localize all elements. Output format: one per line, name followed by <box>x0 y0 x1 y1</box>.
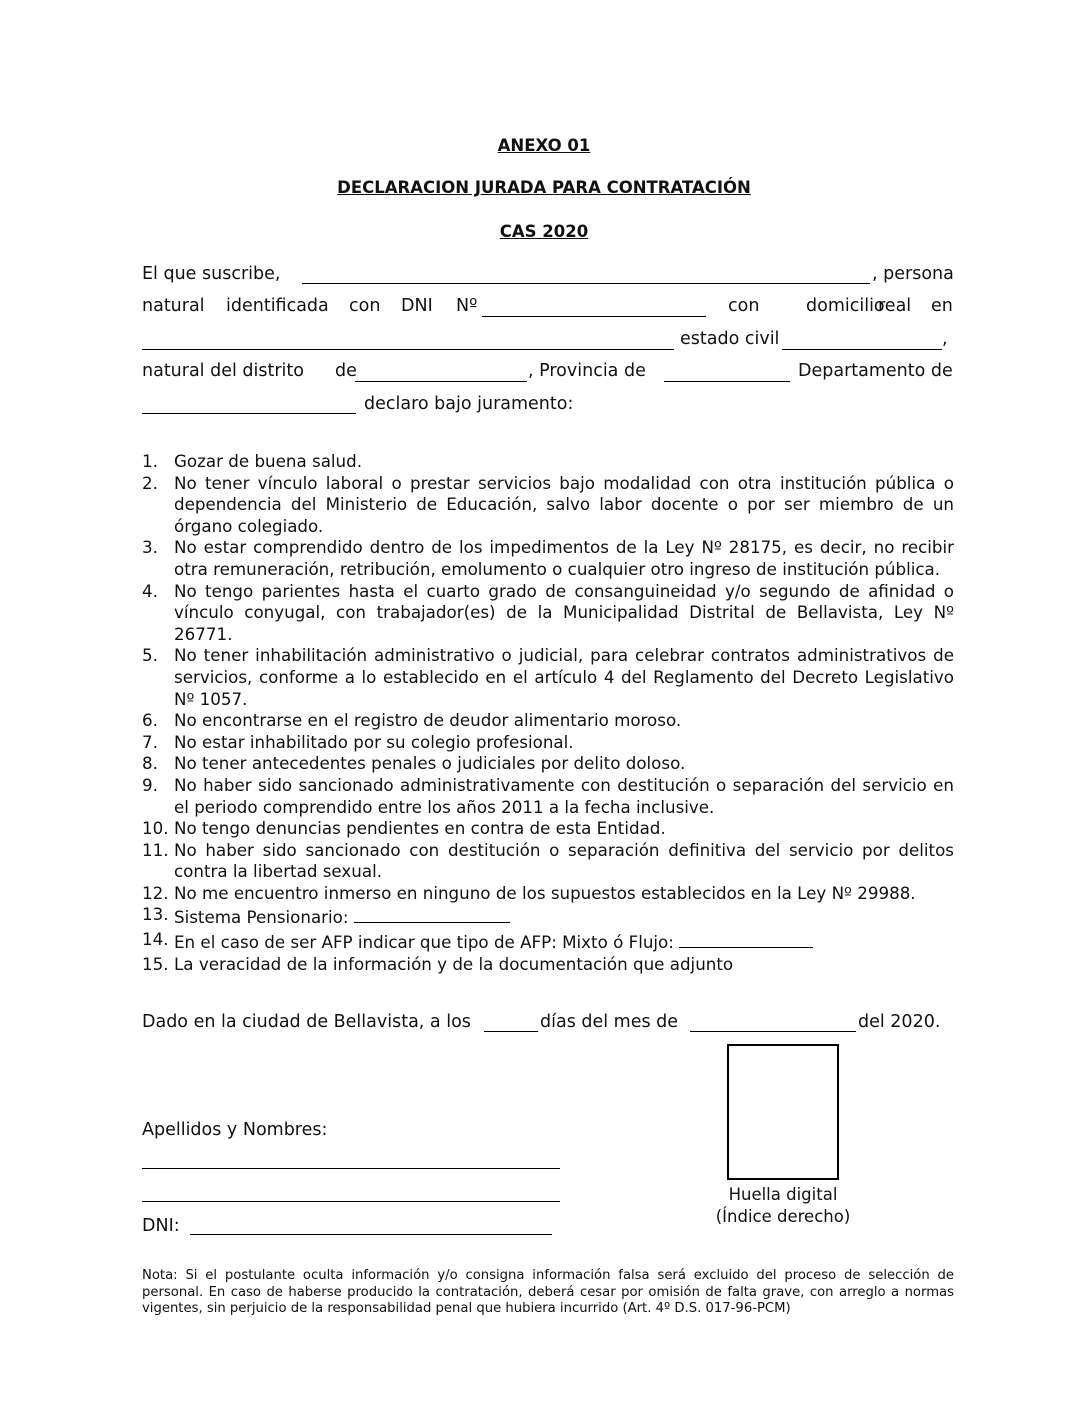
list-item-afp: 14. En el caso de ser AFP indicar que tipo de AFP: Mixto ó Flujo: <box>142 929 954 954</box>
day-blank[interactable] <box>484 1031 538 1032</box>
names-label: Apellidos y Nombres: <box>142 1120 328 1140</box>
district-de: de <box>335 361 357 381</box>
civil-status-blank[interactable] <box>782 349 942 350</box>
name-blank[interactable] <box>302 283 870 284</box>
department-blank[interactable] <box>142 413 356 414</box>
date-start-text: Dado en la ciudad de Bellavista, a los <box>142 1012 471 1032</box>
list-item: 7. No estar inhabilitado por su colegio profesional. <box>142 731 574 752</box>
declaration-list <box>142 451 954 975</box>
fingerprint-box[interactable] <box>727 1044 839 1180</box>
line2-word: identificada <box>226 296 329 316</box>
names-blank-1[interactable] <box>142 1168 560 1169</box>
province-label: , Provincia de <box>528 361 646 381</box>
line2-word: real <box>878 296 912 316</box>
district-label: natural del distrito <box>142 361 304 381</box>
address-blank[interactable] <box>142 349 674 350</box>
names-blank-2[interactable] <box>142 1201 560 1202</box>
comma-text: , <box>942 329 948 349</box>
line2-word: con <box>349 296 381 316</box>
line1-start-text: El que suscribe, <box>142 264 281 284</box>
list-item: 3. No estar comprendido dentro de los impedimentos de la Ley Nº 28175, es decir, no recibir otra remuneración, retribución, emolumento o cualquier otro ingreso de institución pública. <box>142 537 954 579</box>
line2-word: en <box>931 296 953 316</box>
list-item-pension: 13. Sistema Pensionario: <box>142 904 954 929</box>
line2-word: Nº <box>456 296 478 316</box>
list-item: 5. No tener inhabilitación administrativo o judicial, para celebrar contratos administrativos de servicios, conforme a lo establecido en el artículo 4 del Reglamento del Decreto Legislativo Nº 1057. <box>142 645 954 709</box>
line2-word: con <box>728 296 760 316</box>
line1-end-text: , persona <box>872 264 954 284</box>
district-blank[interactable] <box>355 381 527 382</box>
civil-status-label: estado civil <box>680 329 780 349</box>
list-item: 2. No tener vínculo laboral o prestar servicios bajo modalidad con otra institución pública o dependencia del Ministerio de Educación, salvo labor docente o por ser miembro de un órgano colegiado. <box>142 472 954 536</box>
fingerprint-caption-finger: (Índice derecho) <box>715 1207 851 1226</box>
list-item: 6. No encontrarse en el registro de deudor alimentario moroso. <box>142 710 682 731</box>
dni-blank[interactable] <box>482 316 706 317</box>
line2-word: domicilio <box>806 296 885 316</box>
document-title: DECLARACION JURADA PARA CONTRATACIÓN <box>337 178 751 197</box>
afp-type-blank[interactable] <box>679 929 813 948</box>
list-item: 9. No haber sido sancionado administrativamente con destitución o separación del servicio en el periodo comprendido entre los años 2011 a la fecha inclusive. <box>142 774 954 817</box>
list-item: 11. No haber sido sancionado con destitución o separación definitiva del servicio por delitos contra la libertad sexual. <box>142 839 954 882</box>
list-item: 10. No tengo denuncias pendientes en contra de esta Entidad. <box>142 818 666 839</box>
line2-word: natural <box>142 296 205 316</box>
annex-heading: ANEXO 01 <box>497 136 591 155</box>
list-item: 4. No tengo parientes hasta el cuarto grado de consanguineidad y/o segundo de afinidad o vínculo conyugal, con trabajador(es) de la Municipalidad Distrital de Bellavista, Ley Nº 26771. <box>142 580 954 644</box>
document-subtitle: CAS 2020 <box>499 222 589 241</box>
department-label: Departamento de <box>798 361 953 381</box>
province-blank[interactable] <box>664 381 790 382</box>
list-item: 8. No tener antecedentes penales o judiciales por delito doloso. <box>142 753 686 774</box>
date-middle-text: días del mes de <box>540 1012 679 1032</box>
month-blank[interactable] <box>690 1031 856 1032</box>
list-item: 12. No me encuentro inmerso en ninguno de los supuestos establecidos en la Ley Nº 29988. <box>142 882 916 903</box>
list-item: 1. Gozar de buena salud. <box>142 451 363 471</box>
list-item: 15. La veracidad de la información y de la documentación que adjunto <box>142 953 734 974</box>
fingerprint-caption: Huella digital <box>728 1185 838 1204</box>
legal-note: Nota: Si el postulante oculta información y/o consigna información falsa será excluido del proceso de selección de personal. En caso de haberse producido la contratación, deberá cesar por omisión de falta grave, con arreglo a normas vigentes, sin perjuicio de la responsabilidad penal que hubiera incurrido (Art. 4º D.S. 017-96-PCM) <box>142 1268 954 1316</box>
declaration-text: declaro bajo juramento: <box>364 394 574 414</box>
dni-label: DNI: <box>142 1216 180 1236</box>
pension-blank[interactable] <box>354 904 510 923</box>
dni-signature-blank[interactable] <box>190 1234 552 1235</box>
date-end-text: del 2020. <box>858 1012 941 1032</box>
line2-word: DNI <box>401 296 433 316</box>
